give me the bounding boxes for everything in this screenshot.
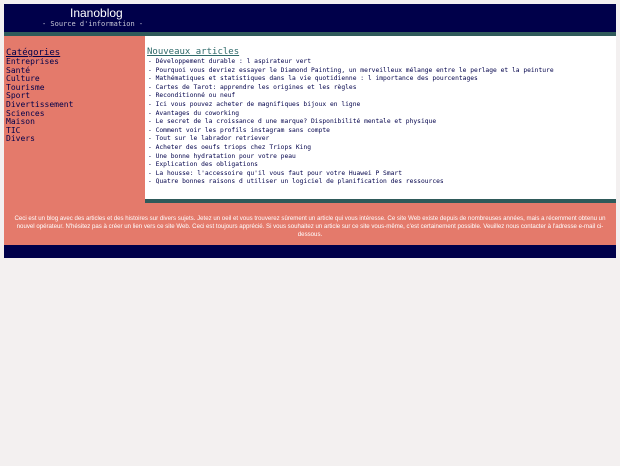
sidebar-item-sport[interactable]: Sport — [6, 91, 31, 101]
site-subtitle: - Source d'information - — [42, 20, 144, 28]
article-link[interactable]: - Quatre bonnes raisons d utiliser un logiciel de planification des ressources — [148, 178, 444, 186]
main-content — [145, 36, 616, 199]
sidebar-title: Catégories — [6, 48, 61, 58]
list-item — [148, 144, 554, 153]
article-link[interactable]: - Ici vous pouvez acheter de magnifiques bijoux en ligne — [148, 100, 361, 108]
article-link[interactable]: - Cartes de Tarot: apprendre les origines et les règles — [148, 83, 357, 91]
article-link[interactable]: - Mathématiques et statistiques dans la vie quotidienne : l importance des pourcentages — [148, 75, 478, 83]
article-link[interactable]: - Tout sur le labrador retriever — [148, 135, 270, 143]
article-link[interactable]: - Le secret de la croissance d une marque? Disponibilité mentale et physique — [148, 118, 437, 126]
article-link[interactable]: - La housse: l'accessoire qu'il vous faut pour votre Huawei P Smart — [148, 169, 403, 177]
site-footer — [4, 207, 616, 245]
article-link[interactable]: - Acheter des oeufs triops chez Triops King — [148, 143, 312, 151]
sidebar-item-entreprises[interactable]: Entreprises — [6, 57, 59, 66]
list-item — [148, 135, 554, 144]
article-link[interactable]: - Reconditionné ou neuf — [148, 92, 236, 100]
sidebar-item-tic[interactable]: TIC — [6, 125, 21, 135]
article-link[interactable]: - Avantages du coworking — [148, 109, 239, 117]
list-item — [148, 75, 554, 84]
list-item — [148, 127, 554, 136]
article-list — [148, 58, 554, 187]
sidebar-item-maison[interactable]: Maison — [6, 117, 35, 127]
bottom-bar — [4, 245, 616, 258]
list-item — [148, 110, 554, 119]
category-list — [6, 58, 73, 144]
page-container — [4, 4, 616, 258]
article-link[interactable]: - Pourquoi vous devriez essayer le Diamond Painting, un merveilleux mélange entre le perlage et la peinture — [148, 66, 554, 74]
list-item — [148, 170, 554, 179]
article-link[interactable]: - Explication des obligations — [148, 161, 258, 169]
sidebar-item-sante[interactable]: Santé — [6, 65, 31, 75]
footer-description: Ceci est un blog avec des articles et des histoires sur divers sujets. Jetez un oeil et vous trouverez sûrement un article qui vous intéresse. Ce site Web existe depuis de nombreuses années, mais a récemment obtenu un nouvel opérateur. N'hésitez pas à créer un lien vers ce site Web. Ceci est toujours apprécié. Si vous souhaitez un article sur ce site vous-même, c'est certainement possible. Veuillez nous contacter à l'adresse e-mail ci-dessous. — [14, 215, 606, 238]
sidebar-item-tourisme[interactable]: Tourisme — [6, 82, 45, 92]
sidebar-item-sciences[interactable]: Sciences — [6, 108, 45, 118]
site-header — [4, 4, 616, 32]
list-item — [148, 58, 554, 67]
articles-title: Nouveaux articles — [147, 47, 240, 57]
list-item — [148, 178, 554, 187]
sidebar-item-culture[interactable]: Culture — [6, 74, 40, 84]
article-link[interactable]: - Une bonne hydratation pour votre peau — [148, 152, 296, 160]
list-item — [148, 161, 554, 170]
sidebar — [4, 36, 145, 207]
site-title[interactable]: Inanoblog — [70, 6, 123, 20]
article-link[interactable]: - Développement durable : l aspirateur vert — [148, 58, 312, 65]
list-item — [148, 67, 554, 76]
list-item — [148, 92, 554, 101]
article-link[interactable]: - Comment voir les profils instagram sans compte — [148, 126, 330, 134]
list-item — [148, 153, 554, 162]
list-item — [148, 118, 554, 127]
sidebar-item-divertissement[interactable]: Divertissement — [6, 99, 74, 109]
list-item — [148, 101, 554, 110]
sidebar-item-divers[interactable]: Divers — [6, 134, 35, 144]
